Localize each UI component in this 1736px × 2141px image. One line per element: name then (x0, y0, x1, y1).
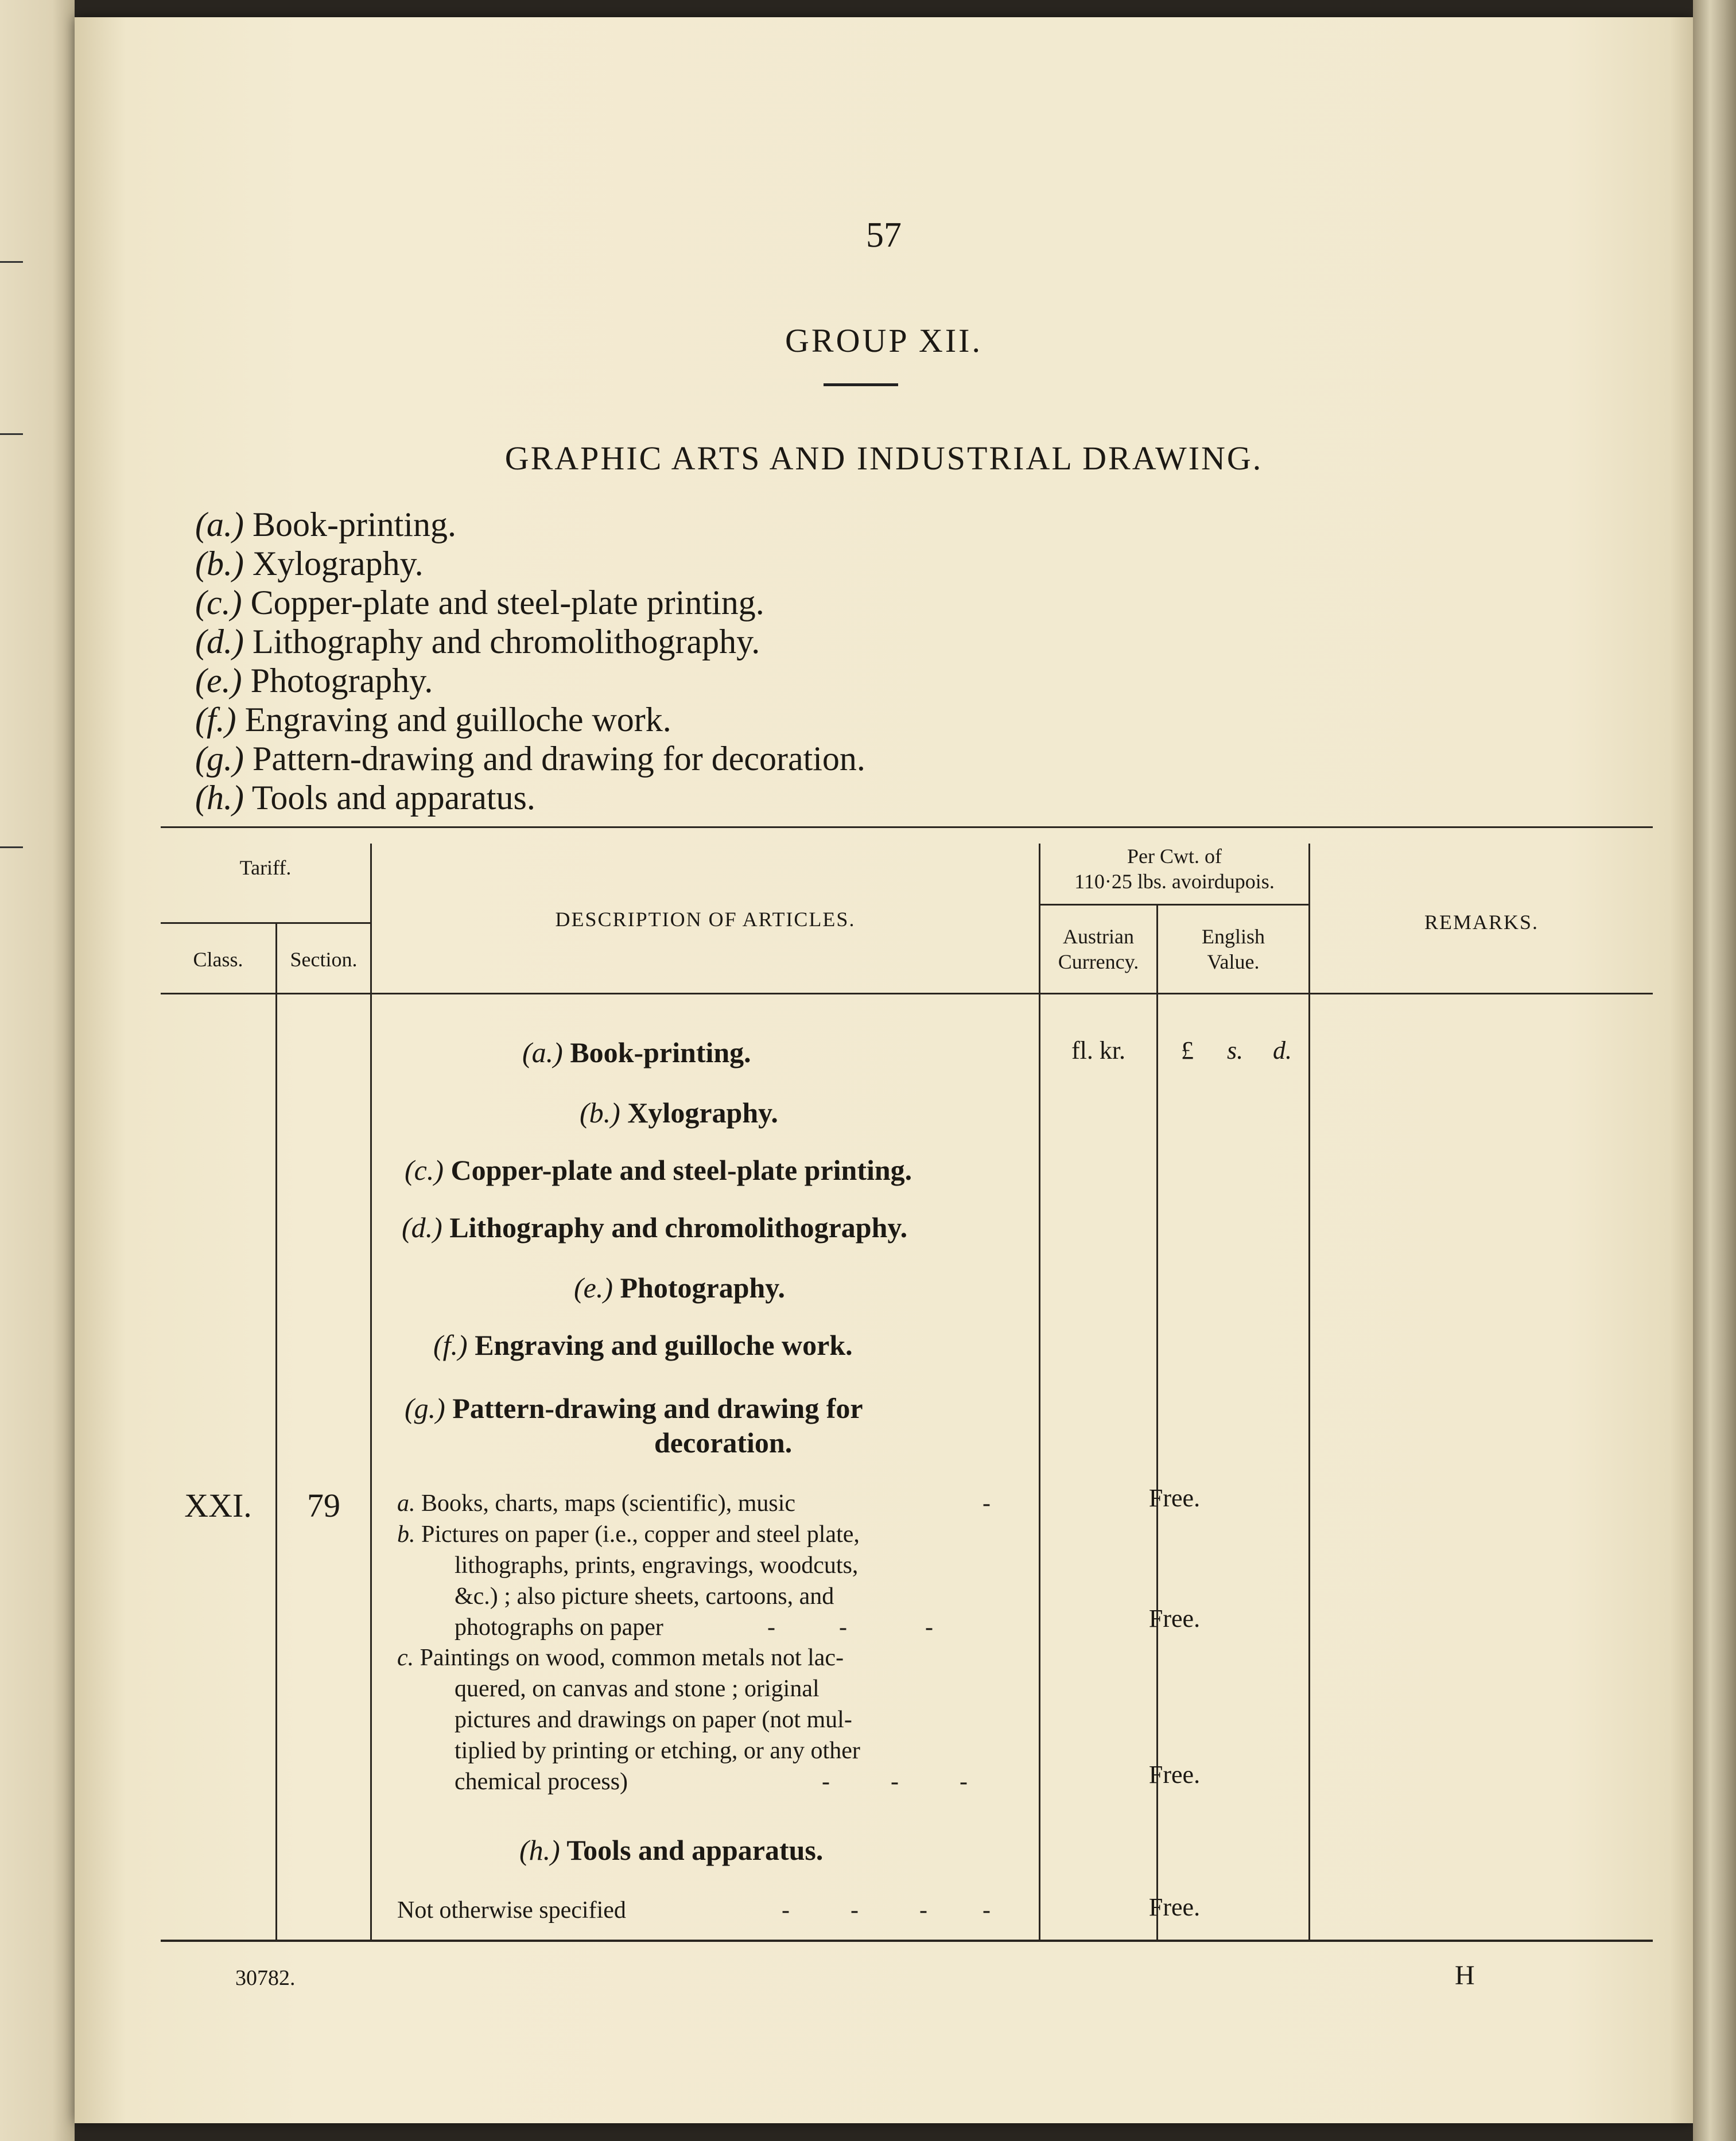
section-description-divider (370, 844, 372, 1940)
footer-signature-mark: H (1455, 1960, 1475, 1991)
list-item: (d.) Lithography and chromolithography. (195, 623, 760, 660)
table-bottom-rule (161, 1940, 1653, 1942)
title-rule (824, 383, 898, 386)
list-item: (a.) Book-printing. (195, 506, 456, 543)
remarks-header: REMARKS. (1424, 911, 1539, 934)
class-section-divider (275, 922, 277, 1940)
margin-mark (0, 846, 23, 848)
description-header: DESCRIPTION OF ARTICLES. (555, 908, 856, 931)
table-top-rule (161, 826, 1653, 828)
per-cwt-rule (1039, 904, 1308, 906)
list-item: (c.) Copper-plate and steel-plate printing. (195, 584, 764, 621)
margin-mark (0, 433, 23, 435)
tariff-rule (161, 922, 370, 924)
row-a: (a.) Book-printing. (522, 1036, 751, 1068)
entry-a: a. Books, charts, maps (scientific), music - (397, 1490, 991, 1517)
list-item: (f.) Engraving and guilloche work. (195, 701, 671, 739)
row-h: (h.) Tools and apparatus. (519, 1834, 824, 1866)
entry-c: c. Paintings on wood, common metals not lac- quered, on canvas and stone ; original pictures and drawings on paper (not mul- tiplied by printing or etching, or any other chemical process) - - - (397, 1645, 968, 1795)
class-value: XXI. (184, 1487, 252, 1524)
tariff-header: Tariff. (239, 856, 292, 879)
class-header: Class. (193, 948, 243, 971)
header-bottom-rule (161, 993, 1653, 994)
footer-print-number: 30782. (235, 1966, 296, 1990)
section-value: 79 (307, 1487, 340, 1524)
row-c: (c.) Copper-plate and steel-plate printing. (405, 1154, 912, 1186)
margin-mark (0, 261, 23, 263)
document-page: 57 GROUP XII. GRAPHIC ARTS AND INDUSTRIAL DRAWING. (a.) Book-printing. (b.) Xylography. (c.) Copper-plate and steel-plate printing. (d.) Lithography and chromolithography. (e.) Photography. (f.) Engraving and guilloche work. (g.) Pattern-drawing and drawing for decoration. (h.) Tools and apparatus. Tariff. Class. Section. DESCRIPTION OF ARTICLES. Per Cwt. of 110·25 lbs. avoirdupois. Austrian Currency. English Value. REMARKS. fl. kr. £ s. d. XXI. 79 (a.) Book-printing. (b.) Xylography. (c.) Copper-plate and steel-plate printing. (d.) Lithography and chromolithography. (e.) Photography. (f.) Engraving and guilloche work. (g.) Pattern-drawing and drawing for decoration. a. Books, charts, maps (scientific), music - Free. b. Pictures on paper (i.e., copper and steel plate, lithographs, prints, engravings, woodcuts, &c.) ; also picture sheets, cartoons, and photographs on paper - - - Free. c. Paintings on wood, common metals not lac- quered, on canvas and stone ; original pictures and drawings on paper (not mul- tiplied by printing or etching, or any other chemical process) - - - Free. (h.) Tools and apparatus. Not otherwise specified - - - - Free. 30782. H (75, 17, 1693, 2123)
english-value-header: English Value. (1201, 925, 1265, 973)
page-number: 57 (866, 216, 902, 255)
list-item: (e.) Photography. (195, 662, 433, 700)
entry-h-value: Free. (1148, 1893, 1201, 1921)
row-g: (g.) Pattern-drawing and drawing for (405, 1392, 863, 1424)
list-item: (b.) Xylography. (195, 545, 424, 582)
row-b: (b.) Xylography. (580, 1097, 778, 1129)
section-heading: GRAPHIC ARTS AND INDUSTRIAL DRAWING. (504, 440, 1263, 477)
group-title: GROUP XII. (785, 322, 982, 359)
entry-b-value: Free. (1148, 1604, 1201, 1633)
per-cwt-header: Per Cwt. of 110·25 lbs. avoirdupois. (1074, 845, 1275, 893)
austrian-units: fl. kr. (1071, 1036, 1126, 1064)
row-g-continued: decoration. (654, 1427, 793, 1459)
subgroup-list (195, 505, 865, 817)
entry-b: b. Pictures on paper (i.e., copper and steel plate, lithographs, prints, engravings, woodcuts, &c.) ; also picture sheets, cartoons, and photographs on paper - - - (397, 1521, 933, 1641)
book-edge (1693, 0, 1736, 2141)
previous-page-edge (0, 0, 75, 2141)
entry-a-value: Free. (1148, 1484, 1201, 1512)
list-item: (g.) Pattern-drawing and drawing for decoration. (195, 740, 865, 778)
row-e: (e.) Photography. (574, 1272, 786, 1304)
entry-h: Not otherwise specified - - - - (397, 1897, 991, 1924)
value-remarks-divider (1308, 844, 1310, 1940)
austrian-currency-header: Austrian Currency. (1058, 925, 1139, 973)
row-f: (f.) Engraving and guilloche work. (433, 1329, 853, 1361)
section-header: Section. (290, 948, 358, 971)
row-d: (d.) Lithography and chromolithography. (402, 1211, 908, 1244)
list-item: (h.) Tools and apparatus. (195, 779, 535, 817)
entry-c-value: Free. (1148, 1761, 1201, 1789)
